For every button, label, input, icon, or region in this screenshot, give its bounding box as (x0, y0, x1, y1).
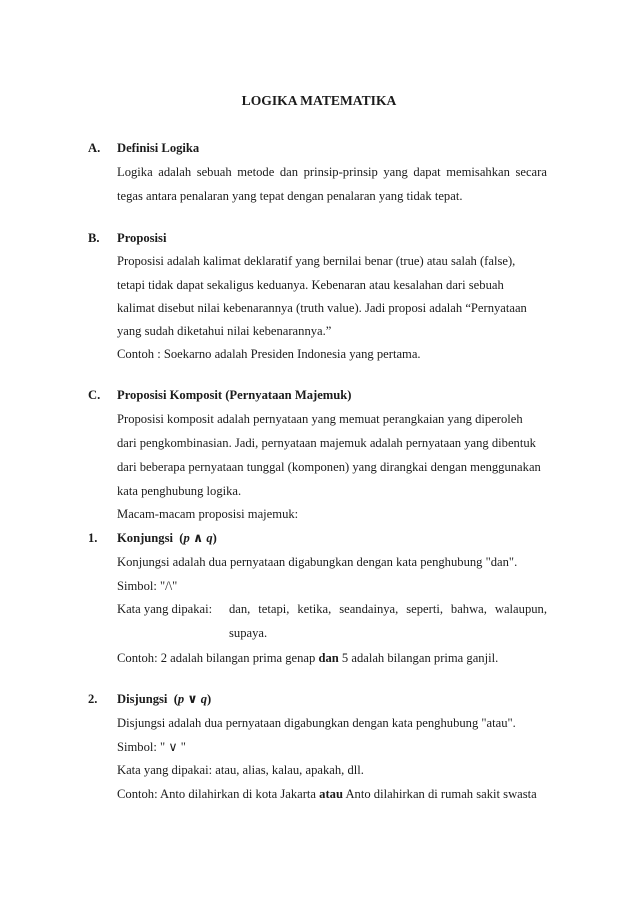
item-1-heading: 1. Konjungsi (p ∧ q) (88, 531, 217, 545)
item-2-example-connector: atau (319, 787, 343, 801)
section-c-marker: C. (88, 388, 101, 402)
item-2-marker: 2. (88, 692, 98, 706)
item-1-formula-op: ∧ (192, 531, 204, 545)
document-title: LOGIKA MATEMATIKA (241, 93, 397, 108)
item-2-symbol: Simbol: " ∨ " (117, 740, 186, 754)
item-2-example (117, 786, 537, 802)
section-c-line-2: dari pengkombinasian. Jadi, pernyataan majemuk adalah pernyataan yang dibentuk (117, 436, 536, 450)
section-c-types-intro: Macam-macam proposisi majemuk: (117, 507, 299, 521)
section-b-example: Contoh : Soekarno adalah Presiden Indonesia yang pertama. (117, 347, 421, 361)
item-2-example-suffix: Anto dilahirkan di rumah sakit swasta (345, 787, 537, 801)
item-2-formula-q: q (200, 692, 208, 706)
section-c-line-4: kata penghubung logika. (117, 484, 242, 498)
section-c-line-1: Proposisi komposit adalah pernyataan yang memuat perangkaian yang diperoleh (117, 412, 523, 426)
item-1-example-connector: dan (318, 651, 339, 665)
item-1-marker: 1. (88, 531, 98, 545)
item-1-formula-q: q (206, 531, 213, 545)
item-2-title: Disjungsi (117, 692, 168, 706)
section-b-marker: B. (88, 231, 100, 245)
section-b-line-4: yang sudah diketahui nilai kebenarannya.” (117, 324, 332, 338)
item-1-title: Konjungsi (117, 531, 173, 545)
section-a-title: Definisi Logika (117, 141, 200, 155)
item-1-symbol: Simbol: "/\" (117, 579, 178, 593)
item-2-formula-p: p (177, 692, 185, 706)
item-2-heading: 2. Disjungsi (p ∨ q) (88, 692, 212, 706)
item-2-formula-op: ∨ (187, 692, 198, 706)
item-2-example-prefix: Contoh: Anto dilahirkan di kota Jakarta (117, 787, 317, 801)
item-1-formula-p: p (183, 531, 190, 545)
item-1-definition: Konjungsi adalah dua pernyataan digabungkan dengan kata penghubung "dan". (117, 555, 518, 569)
item-1-example-prefix: Contoh: 2 adalah bilangan prima genap (117, 651, 316, 665)
item-2-definition: Disjungsi adalah dua pernyataan digabungkan dengan kata penghubung "atau". (117, 716, 516, 730)
section-c-line-3: dari beberapa pernyataan tunggal (komponen) yang dirangkai dengan menggunakan (117, 460, 541, 474)
section-b-heading (88, 230, 166, 246)
item-1-example (117, 650, 498, 666)
section-b-line-2: tetapi tidak dapat sekaligus keduanya. Kebenaran atau kesalahan dari sebuah (117, 278, 504, 292)
section-a-line-2: tegas antara penalaran yang tepat dengan penalaran yang tidak tepat. (117, 189, 463, 203)
section-c-heading (88, 387, 352, 403)
item-1-words-label: Kata yang dipakai: (117, 602, 213, 616)
section-c-title: Proposisi Komposit (Pernyataan Majemuk) (117, 388, 352, 402)
item-1-words-line-2: supaya. (229, 626, 268, 640)
item-1-words-line-1: dan, tetapi, ketika, seandainya, seperti, bahwa, walaupun, (229, 602, 547, 616)
section-a-marker: A. (88, 141, 101, 155)
section-b-line-1: Proposisi adalah kalimat deklaratif yang bernilai benar (true) atau salah (false), (117, 254, 516, 268)
section-a-line-1: Logika adalah sebuah metode dan prinsip-prinsip yang dapat memisahkan secara (117, 165, 547, 179)
item-2-words: Kata yang dipakai: atau, alias, kalau, apakah, dll. (117, 763, 364, 777)
section-a-heading (88, 140, 199, 156)
section-b-line-3: kalimat disebut nilai kebenarannya (truth value). Jadi proposi adalah “Pernyataan (117, 301, 527, 315)
section-b-title: Proposisi (117, 231, 167, 245)
item-1-example-suffix: 5 adalah bilangan prima ganjil. (341, 651, 499, 665)
